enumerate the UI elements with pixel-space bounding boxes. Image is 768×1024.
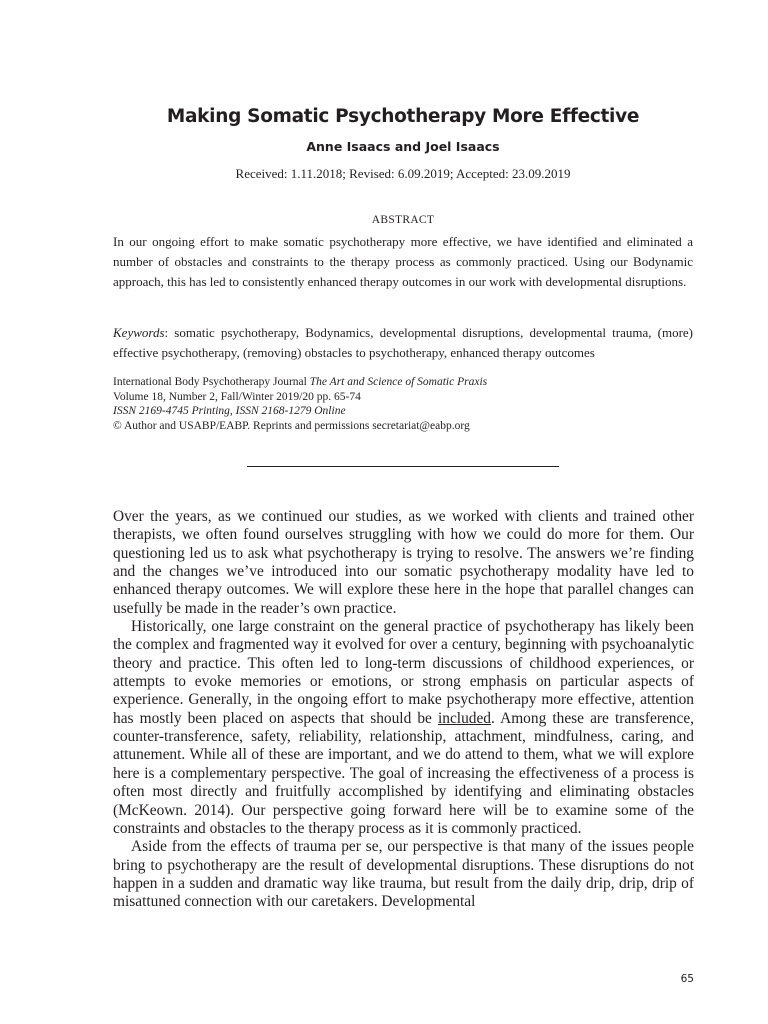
keywords-text: : somatic psychotherapy, Bodynamics, developmental disruptions, developmental trauma, (more) effective psychotherapy, (removing) obstacles to psychotherapy, enhanced therapy outcomes — [113, 325, 693, 360]
section-divider — [247, 466, 559, 467]
abstract-text: In our ongoing effort to make somatic psychotherapy more effective, we have identified and eliminated a number of obstacles and constraints to the therapy process as commonly practiced. Using our Bodynamic approach, this has led to consistently enhanced therapy outcomes in our work with developmental disruptions. — [113, 234, 693, 289]
keywords-label: Keywords — [113, 325, 165, 340]
journal-line-1 — [113, 375, 693, 390]
body-paragraph-3: Aside from the effects of trauma per se, our perspective is that many of the issues people bring to psychotherapy are the result of developmental disruptions. These disruptions do not happen in a sudden and dramatic way like trauma, but result from the daily drip, drip, drip of misattuned connection with our caretakers. Developmental — [113, 838, 694, 911]
submission-dates: Received: 1.11.2018; Revised: 6.09.2019; Accepted: 23.09.2019 — [235, 166, 571, 181]
body-paragraph-2 — [113, 618, 694, 838]
journal-subtitle: The Art and Science of Somatic Praxis — [309, 376, 488, 388]
journal-info — [113, 375, 693, 433]
body-paragraph-1: Over the years, as we continued our studies, as we worked with clients and trained other therapists, we often found ourselves struggling with how we could do more for them. Our questioning led us to ask what psychotherapy is trying to resolve. The answers we’re finding and the changes we’ve introduced into our somatic psychotherapy modality have led to enhanced therapy outcomes. We will explore these here in the hope that parallel changes can usefully be made in the reader’s own practice. — [113, 508, 694, 617]
journal-issn — [113, 404, 693, 419]
body-paragraph-2-part-b: . Among these are transference, counter-transference, safety, reliability, relationship, attachment, mindfulness, caring, and attunement. While all of these are important, and we do attend to them, what we will explore here is a complementary perspective. The goal of increasing the effectiveness of a process is often most directly and fruitfully accomplished by identifying and eliminating obstacles (McKeown. 2014). Our perspective going forward here will be to examine some of the constraints and obstacles to the therapy process as it is commonly practiced. — [113, 709, 695, 837]
journal-issn-text: ISSN 2169-4745 Printing, ISSN 2168-1279 Online — [113, 405, 346, 417]
article-authors: Anne Isaacs and Joel Isaacs — [306, 139, 500, 154]
journal-volume: Volume 18, Number 2, Fall/Winter 2019/20 pp. 65-74 — [113, 390, 361, 403]
page-number: 65 — [680, 973, 694, 985]
article-title: Making Somatic Psychotherapy More Effective — [166, 106, 640, 127]
keywords — [113, 323, 693, 363]
underlined-word: included — [438, 709, 491, 727]
article-body — [113, 508, 694, 912]
journal-copyright: © Author and USABP/EABP. Reprints and permissions secretariat@eabp.org — [113, 419, 470, 432]
journal-name: International Body Psychotherapy Journal — [113, 376, 310, 388]
body-paragraph-2-part-a: Historically, one large constraint on the general practice of psychotherapy has likely been the complex and fragmented way it evolved for over a century, beginning with psychoanalytic theory and practice. This often led to long-term discussions of childhood experiences, or attempts to evoke memories or emotions, or strong emphasis on particular aspects of experience. Generally, in the ongoing effort to make psychotherapy more effective, attention has mostly been placed on aspects that should be — [113, 618, 694, 727]
abstract-heading: ABSTRACT — [371, 214, 435, 226]
